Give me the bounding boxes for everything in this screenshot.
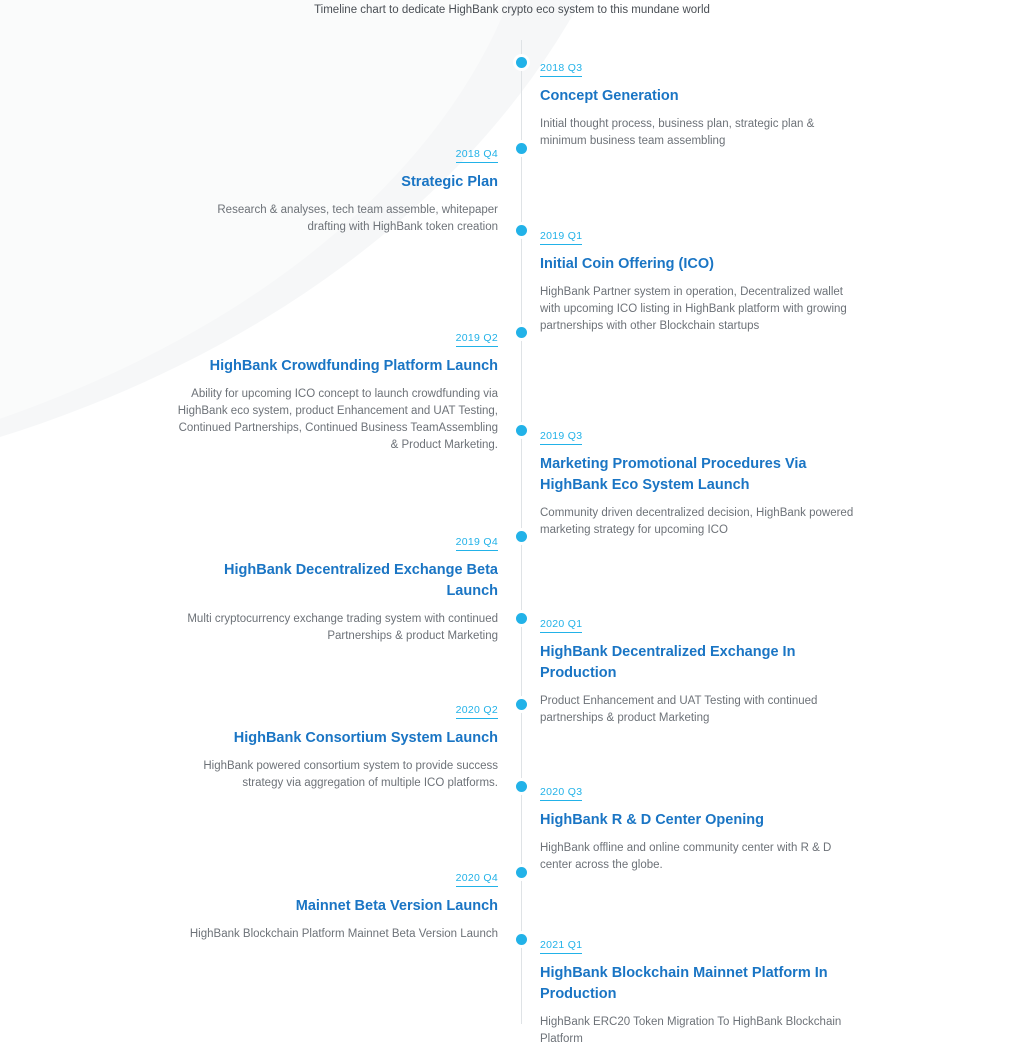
page-caption: Timeline chart to dedicate HighBank crypto eco system to this mundane world (314, 4, 710, 16)
timeline-dot (516, 143, 527, 154)
milestone-quarter: 2018 Q4 (456, 148, 498, 163)
timeline-dot (516, 57, 527, 68)
milestone-quarter: 2020 Q2 (456, 704, 498, 719)
milestone-description: HighBank Partner system in operation, Decentralized wallet with upcoming ICO listing in HighBank platform with growing partnerships with other Blockchain startups (540, 286, 847, 332)
milestone-2 (176, 144, 498, 236)
milestone-9 (540, 782, 862, 874)
milestone-quarter: 2019 Q2 (456, 332, 498, 347)
milestone-description: Product Enhancement and UAT Testing with continued partnerships & product Marketing (540, 695, 818, 724)
milestone-7 (540, 614, 862, 727)
milestone-quarter: 2019 Q4 (456, 536, 498, 551)
milestone-title: Mainnet Beta Version Launch (295, 898, 498, 914)
milestone-description: Initial thought process, business plan, strategic plan & minimum business team assembling (540, 118, 815, 147)
timeline-dot (516, 934, 527, 945)
timeline-dot (516, 225, 527, 236)
milestone-title: Concept Generation (540, 88, 679, 104)
milestone-5 (540, 426, 862, 539)
milestone-title: HighBank Blockchain Mainnet Platform In Production (540, 965, 828, 1002)
milestone-quarter: 2020 Q4 (456, 872, 498, 887)
milestone-quarter: 2018 Q3 (540, 62, 582, 77)
milestone-11 (540, 935, 862, 1048)
milestone-description: Ability for upcoming ICO concept to launch crowdfunding via HighBank eco system, product Enhancement and UAT Testing, Continued Partnerships, Continued Business TeamAssembling & Product Marketing. (177, 388, 498, 451)
milestone-title: HighBank Decentralized Exchange Beta Launch (224, 562, 498, 599)
milestone-quarter: 2020 Q3 (540, 786, 582, 801)
milestone-title: HighBank Crowdfunding Platform Launch (209, 358, 498, 374)
milestone-description: HighBank offline and online community center with R & D center across the globe. (540, 842, 832, 871)
timeline-dot (516, 425, 527, 436)
milestone-quarter: 2020 Q1 (540, 618, 582, 633)
milestone-title: Strategic Plan (401, 174, 498, 190)
timeline-dot (516, 699, 527, 710)
timeline-dot (516, 867, 527, 878)
milestone-6 (176, 532, 498, 645)
milestone-10 (176, 868, 498, 943)
timeline-dot (516, 327, 527, 338)
milestone-quarter: 2019 Q3 (540, 430, 582, 445)
milestone-description: HighBank Blockchain Platform Mainnet Beta Version Launch (189, 928, 498, 940)
milestone-8 (176, 700, 498, 792)
timeline-dot (516, 531, 527, 542)
milestone-description: Multi cryptocurrency exchange trading system with continued Partnerships & product Marketing (187, 613, 498, 642)
milestone-title: HighBank Decentralized Exchange In Production (540, 644, 796, 681)
milestone-title: Initial Coin Offering (ICO) (540, 256, 714, 272)
milestone-title: HighBank R & D Center Opening (540, 812, 764, 828)
milestone-title: HighBank Consortium System Launch (233, 730, 498, 746)
milestone-description: Community driven decentralized decision, HighBank powered marketing strategy for upcoming ICO (540, 507, 854, 536)
timeline-dot (516, 613, 527, 624)
milestone-description: Research & analyses, tech team assemble, whitepaper drafting with HighBank token creation (217, 204, 498, 233)
milestone-3 (540, 226, 862, 335)
milestone-description: HighBank powered consortium system to provide success strategy via aggregation of multiple ICO platforms. (203, 760, 498, 789)
milestone-4 (176, 328, 498, 454)
milestone-description: HighBank ERC20 Token Migration To HighBank Blockchain Platform (540, 1016, 842, 1045)
milestone-title: Marketing Promotional Procedures Via HighBank Eco System Launch (540, 456, 807, 493)
milestone-1 (540, 58, 862, 150)
milestone-quarter: 2019 Q1 (540, 230, 582, 245)
timeline-dot (516, 781, 527, 792)
milestone-quarter: 2021 Q1 (540, 939, 582, 954)
